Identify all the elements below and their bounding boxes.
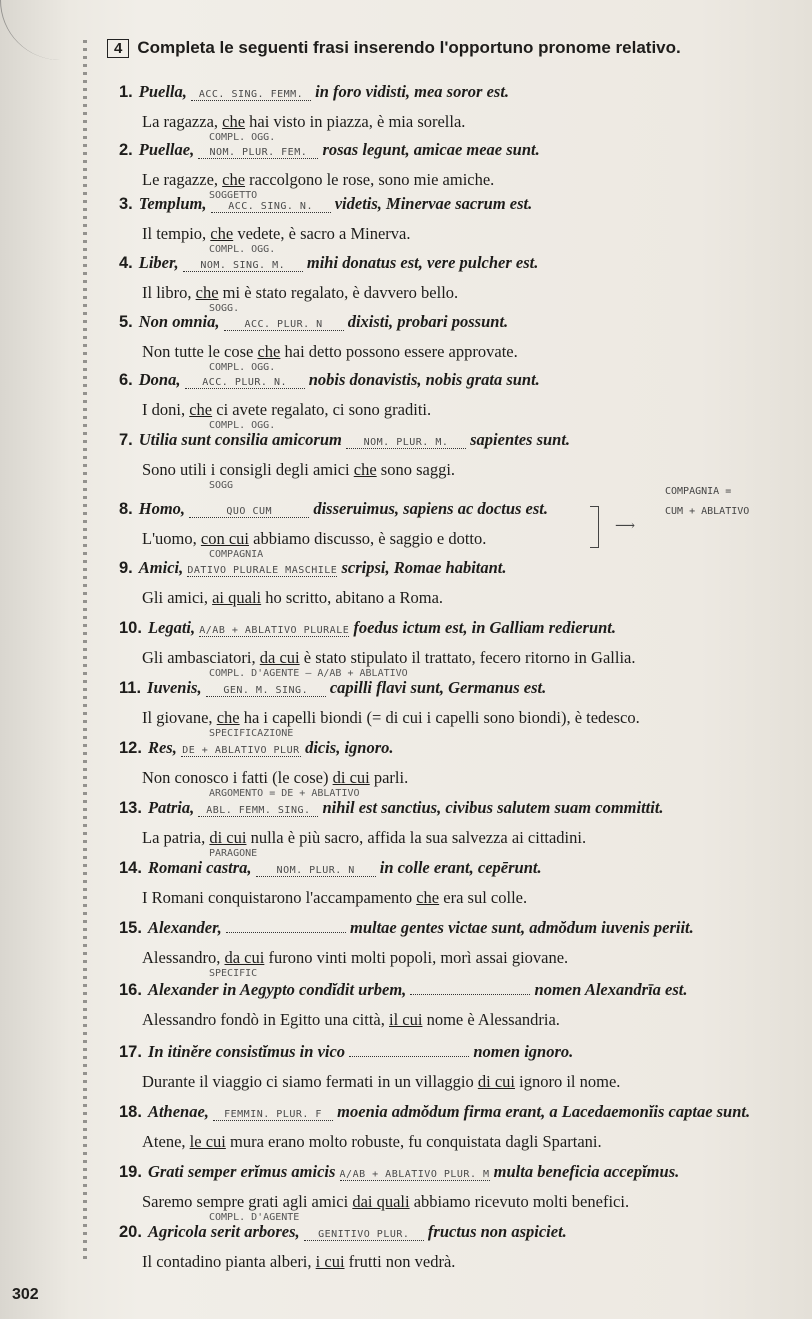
item-number: 12. (119, 739, 142, 757)
italian-pre: Le ragazze, (142, 170, 223, 189)
italian-translation (142, 768, 799, 788)
answer-blank[interactable] (226, 932, 346, 933)
answer-blank[interactable]: QUO CUM (189, 506, 309, 518)
italian-post: abbiamo ricevuto molti benefici. (409, 1192, 630, 1211)
answer-blank[interactable]: ACC. PLUR. N (224, 319, 344, 331)
item-number: 3. (119, 195, 133, 213)
italian-pre: L'uomo, (142, 529, 201, 548)
italian-translation (142, 1072, 799, 1092)
latin-post: multa beneficia accepĭmus. (493, 1162, 680, 1181)
latin-pre: Grati semper erĭmus amicis (147, 1162, 336, 1181)
italian-post: ci avete regalato, ci sono graditi. (212, 400, 432, 419)
latin-sentence (119, 558, 799, 578)
italian-pre: Il contadino pianta alberi, (142, 1252, 316, 1271)
handwritten-note: SPECIFIC (209, 968, 258, 979)
item-number: 6. (119, 371, 133, 389)
italian-pre: Il giovane, (142, 708, 217, 727)
latin-post: scripsi, Romae habitant. (341, 558, 507, 577)
item-number: 4. (119, 254, 133, 272)
latin-sentence (119, 370, 799, 390)
exercise-item (119, 194, 799, 256)
latin-pre: Templum, (138, 194, 207, 213)
answer-blank[interactable]: FEMMIN. PLUR. F (213, 1109, 333, 1121)
latin-sentence (119, 430, 799, 450)
relative-pronoun: di cui (477, 1072, 516, 1091)
italian-pre: Il libro, (142, 283, 196, 302)
latin-sentence (119, 798, 799, 818)
italian-post: abbiamo discusso, è saggio e dotto. (249, 529, 487, 548)
handwritten-note: SOGG (209, 480, 234, 491)
italian-translation (142, 648, 799, 668)
latin-post: moenia admŏdum firma erant, a Lacedaemonĭis captae sunt. (337, 1102, 751, 1121)
answer-blank[interactable]: ABL. FEMM. SING. (198, 805, 318, 817)
relative-pronoun: di cui (332, 768, 370, 787)
latin-sentence (119, 1042, 799, 1062)
page-number: 302 (12, 1286, 39, 1303)
latin-sentence (119, 858, 799, 878)
latin-sentence (119, 1102, 799, 1122)
relative-pronoun: con cui (200, 529, 249, 548)
latin-pre: Iuvenis, (147, 678, 202, 697)
item-number: 19. (119, 1163, 142, 1181)
italian-translation (142, 112, 799, 132)
exercise-header (107, 38, 681, 58)
latin-post: mihi donatus est, vere pulcher est. (306, 253, 539, 272)
handwritten-note: COMPAGNIA (209, 549, 264, 560)
latin-sentence (119, 194, 799, 214)
latin-pre: Res, (147, 738, 177, 757)
latin-sentence (119, 1162, 799, 1182)
exercise-item (119, 82, 799, 144)
item-number: 9. (119, 559, 133, 577)
italian-pre: Il tempio, (142, 224, 211, 243)
exercise-item (119, 140, 799, 202)
italian-pre: Sono utili i consigli degli amici (142, 460, 354, 479)
italian-pre: Non tutte le cose (142, 342, 258, 361)
answer-blank[interactable]: ACC. SING. N. (211, 201, 331, 213)
answer-blank[interactable]: ACC. PLUR. N. (185, 377, 305, 389)
latin-sentence (119, 618, 799, 638)
item-number: 16. (119, 981, 142, 999)
latin-sentence (119, 82, 799, 102)
answer-blank[interactable]: NOM. SING. M. (183, 260, 303, 272)
relative-pronoun: che (222, 170, 246, 189)
handwritten-note: COMPL. OGG. (209, 132, 276, 143)
item-number: 5. (119, 313, 133, 331)
italian-pre: Non conosco i fatti (le cose) (142, 768, 333, 787)
italian-translation (142, 828, 799, 848)
handwritten-note: SOGG. (209, 303, 240, 314)
latin-pre: Legati, (147, 618, 196, 637)
italian-pre: Atene, (142, 1132, 190, 1151)
relative-pronoun: che (222, 112, 246, 131)
answer-blank[interactable]: NOM. PLUR. N (256, 865, 376, 877)
answer-blank[interactable]: ACC. SING. FEMM. (191, 89, 311, 101)
relative-pronoun: dai quali (352, 1192, 410, 1211)
relative-pronoun: ai quali (212, 588, 262, 607)
italian-translation (142, 708, 799, 728)
relative-pronoun: i cui (315, 1252, 345, 1271)
exercise-item (119, 1102, 799, 1164)
latin-post: fructus non aspiciet. (427, 1222, 567, 1241)
answer-blank[interactable]: NOM. PLUR. FEM. (198, 147, 318, 159)
italian-translation (142, 400, 799, 420)
italian-translation (142, 888, 799, 908)
italian-post: sono saggi. (376, 460, 456, 479)
relative-pronoun: di cui (209, 828, 247, 847)
exercise-item (119, 312, 799, 374)
italian-pre: Saremo sempre grati agli amici (142, 1192, 353, 1211)
answer-blank[interactable]: GENITIVO PLUR. (304, 1229, 424, 1241)
side-note-cum-ablativo: CUM + ABLATIVO (665, 506, 750, 517)
handwritten-note: PARAGONE (209, 848, 258, 859)
latin-pre: In itinĕre consistĭmus in vico (147, 1042, 346, 1061)
italian-post: ha i capelli biondi (= di cui i capelli sono biondi), è tedesco. (239, 708, 640, 727)
latin-post: videtis, Minervae sacrum est. (334, 194, 533, 213)
latin-post: nomen ignoro. (473, 1042, 574, 1061)
latin-sentence (119, 312, 799, 332)
latin-sentence (119, 918, 799, 938)
answer-blank[interactable]: NOM. PLUR. M. (346, 437, 466, 449)
relative-pronoun: che (195, 283, 219, 302)
italian-post: hai detto possono essere approvate. (280, 342, 518, 361)
italian-translation (142, 460, 799, 480)
italian-translation (142, 529, 799, 549)
relative-pronoun: che (216, 708, 240, 727)
latin-pre: Romani castra, (147, 858, 252, 877)
relative-pronoun: le cui (189, 1132, 226, 1151)
latin-pre: Amici, (138, 558, 184, 577)
item-number: 1. (119, 83, 133, 101)
italian-translation (142, 1010, 799, 1030)
handwritten-note (209, 1272, 799, 1284)
latin-pre: Agricola serit arbores, (147, 1222, 300, 1241)
italian-translation (142, 1252, 799, 1272)
handwritten-note: ARGOMENTO = DE + ABLATIVO (209, 788, 360, 799)
italian-post: furono vinti molti popoli, morì assai giovane. (264, 948, 569, 967)
italian-post: ho scritto, abitano a Roma. (261, 588, 444, 607)
exercise-item (119, 558, 799, 620)
exercise-number: 4 (107, 39, 129, 58)
latin-pre: Utilia sunt consilia amicorum (138, 430, 342, 449)
exercise-item (119, 370, 799, 432)
relative-pronoun: che (353, 460, 377, 479)
item-number: 13. (119, 799, 142, 817)
italian-post: ignoro il nome. (515, 1072, 621, 1091)
answer-blank[interactable]: DATIVO PLURALE MASCHILE (187, 565, 338, 576)
exercise-instruction: Completa le seguenti frasi inserendo l'opportuno pronome relativo. (137, 38, 681, 57)
latin-post: disseruimus, sapiens ac doctus est. (313, 499, 549, 518)
item-number: 10. (119, 619, 142, 637)
relative-pronoun: il cui (389, 1010, 423, 1029)
italian-post: hai visto in piazza, è mia sorella. (245, 112, 466, 131)
latin-sentence (119, 980, 799, 1000)
italian-pre: Gli amici, (142, 588, 213, 607)
item-number: 18. (119, 1103, 142, 1121)
latin-post: dixisti, probari possunt. (347, 312, 509, 331)
latin-post: nobis donavistis, nobis grata sunt. (308, 370, 540, 389)
italian-post: frutti non vedrà. (344, 1252, 456, 1271)
latin-pre: Liber, (138, 253, 179, 272)
italian-post: era sul colle. (439, 888, 528, 907)
exercise-item (119, 1162, 799, 1224)
handwritten-note: COMPL. OGG. (209, 420, 276, 431)
latin-sentence (119, 678, 799, 698)
latin-post: rosas legunt, amicae meae sunt. (322, 140, 540, 159)
italian-post: è stato stipulato il trattato, fecero ritorno in Gallia. (299, 648, 636, 667)
exercise-item (119, 1042, 799, 1104)
italian-pre: La ragazza, (142, 112, 223, 131)
margin-rule (83, 40, 87, 1260)
italian-translation (142, 224, 799, 244)
italian-translation (142, 1192, 799, 1212)
latin-post: foedus ictum est, in Galliam redierunt. (353, 618, 617, 637)
italian-translation (142, 170, 799, 190)
relative-pronoun: che (416, 888, 440, 907)
italian-translation (142, 948, 799, 968)
italian-post: vedete, è sacro a Minerva. (233, 224, 411, 243)
italian-post: mi è stato regalato, è davvero bello. (218, 283, 459, 302)
answer-blank[interactable]: GEN. M. SING. (206, 685, 326, 697)
latin-pre: Alexander in Aegypto condĭdit urbem, (147, 980, 407, 999)
latin-pre: Homo, (138, 499, 186, 518)
exercise-item (119, 618, 799, 680)
handwritten-note: COMPL. D'AGENTE (209, 1212, 300, 1223)
latin-post: multae gentes victae sunt, admŏdum iuvenis periit. (350, 918, 694, 937)
italian-pre: I doni, (142, 400, 190, 419)
answer-blank[interactable]: DE + ABLATIVO PLUR (182, 745, 300, 756)
exercise-item (119, 798, 799, 860)
latin-post: in foro vidisti, mea soror est. (315, 82, 510, 101)
answer-blank[interactable]: A/AB + ABLATIVO PLUR. M (339, 1169, 490, 1180)
latin-post: nomen Alexandrīa est. (534, 980, 688, 999)
item-number: 15. (119, 919, 142, 937)
italian-pre: La patria, (142, 828, 210, 847)
exercise-item (119, 1222, 799, 1284)
relative-pronoun: da cui (259, 648, 300, 667)
answer-blank[interactable] (410, 994, 530, 995)
exercise-item (119, 980, 799, 1042)
answer-blank[interactable]: A/AB + ABLATIVO PLURALE (199, 625, 350, 636)
handwritten-note: SOGGETTO (209, 190, 258, 201)
item-number: 17. (119, 1043, 142, 1061)
item-number: 8. (119, 500, 133, 518)
item-number: 14. (119, 859, 142, 877)
latin-pre: Puella, (138, 82, 187, 101)
italian-post: nulla è più sacro, affida la sua salvezza ai cittadini. (246, 828, 587, 847)
italian-pre: Alessandro fondò in Egitto una città, (142, 1010, 389, 1029)
italian-translation (142, 588, 799, 608)
exercise-item (119, 678, 799, 740)
handwritten-note: COMPL. OGG. (209, 362, 276, 373)
italian-pre: Gli ambasciatori, (142, 648, 260, 667)
latin-pre: Dona, (138, 370, 181, 389)
item-number: 2. (119, 141, 133, 159)
exercise-item (119, 430, 799, 492)
exercise-item (119, 918, 799, 980)
latin-post: dicis, ignoro. (305, 738, 394, 757)
relative-pronoun: da cui (224, 948, 265, 967)
latin-pre: Alexander, (147, 918, 222, 937)
italian-post: mura erano molto robuste, fu conquistata dagli Spartani. (225, 1132, 602, 1151)
relative-pronoun: che (189, 400, 213, 419)
side-note-compagnia: COMPAGNIA = (665, 486, 732, 497)
italian-translation (142, 1132, 799, 1152)
italian-translation (142, 283, 799, 303)
relative-pronoun: che (257, 342, 281, 361)
handwritten-note: SPECIFICAZIONE (209, 728, 294, 739)
italian-post: raccolgono le rose, sono mie amiche. (245, 170, 495, 189)
latin-sentence (119, 253, 799, 273)
exercise-item (119, 858, 799, 920)
italian-pre: Alessandro, (142, 948, 225, 967)
latin-pre: Athenae, (147, 1102, 209, 1121)
latin-sentence (119, 140, 799, 160)
latin-post: in colle erant, cepērunt. (379, 858, 542, 877)
italian-pre: I Romani conquistarono l'accampamento (142, 888, 417, 907)
item-number: 11. (119, 679, 142, 697)
latin-post: sapientes sunt. (470, 430, 571, 449)
page-curl (0, 0, 111, 60)
latin-post: capilli flavi sunt, Germanus est. (329, 678, 547, 697)
latin-sentence (119, 738, 799, 758)
latin-post: nihil est sanctius, civibus salutem suam committit. (322, 798, 664, 817)
exercise-item (119, 738, 799, 800)
italian-post: parli. (369, 768, 409, 787)
exercise-item (119, 253, 799, 315)
bracket-mark (590, 506, 599, 548)
italian-translation (142, 342, 799, 362)
latin-pre: Non omnia, (138, 312, 220, 331)
italian-post: nome è Alessandria. (422, 1010, 560, 1029)
arrow-mark: ⟶ (615, 518, 636, 534)
item-number: 20. (119, 1223, 142, 1241)
handwritten-note (209, 1030, 799, 1042)
latin-pre: Puellae, (138, 140, 195, 159)
latin-sentence (119, 1222, 799, 1242)
handwritten-note: COMPL. OGG. (209, 244, 276, 255)
relative-pronoun: che (210, 224, 234, 243)
answer-blank[interactable] (349, 1056, 469, 1057)
item-number: 7. (119, 431, 133, 449)
latin-pre: Patria, (147, 798, 195, 817)
handwritten-note: COMPL. D'AGENTE — A/AB + ABLATIVO (209, 668, 408, 679)
italian-pre: Durante il viaggio ci siamo fermati in un villaggio (142, 1072, 478, 1091)
